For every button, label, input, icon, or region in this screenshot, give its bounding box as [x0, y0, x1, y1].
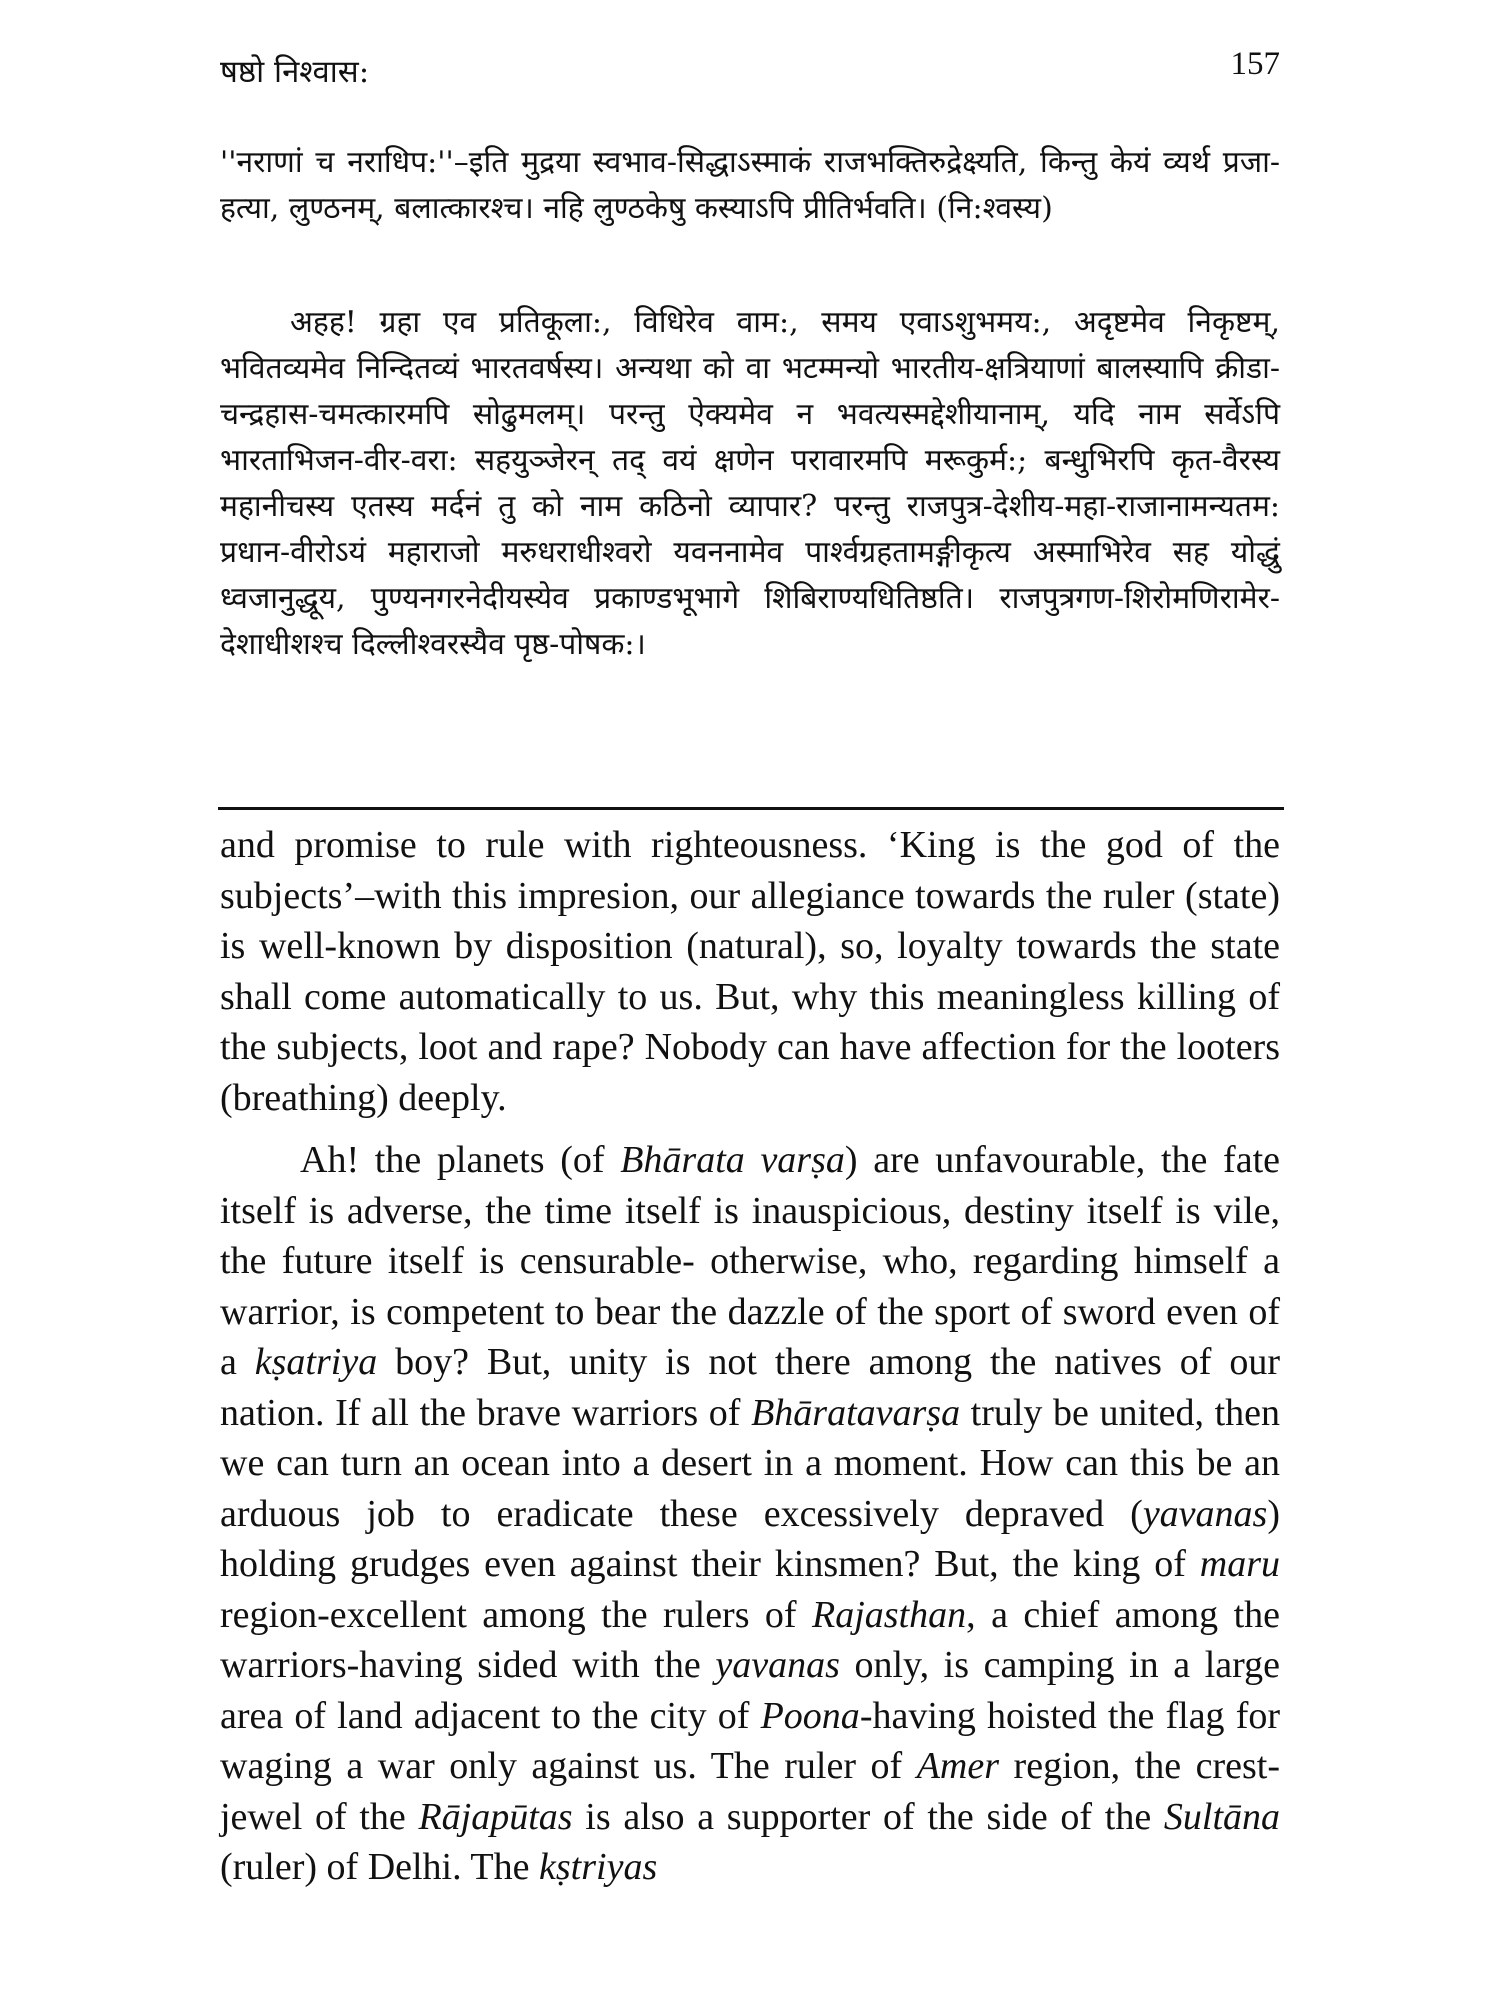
- italic-term: Rajasthan: [812, 1593, 967, 1636]
- text-run: region, the crest-jewel of the: [220, 1745, 1280, 1838]
- text-run: ) holding grudges even against their kinsmen? But, the king of: [220, 1492, 1280, 1585]
- text-run: ) are unfavourable, the fate itself is adverse, the time itself is inauspicious, destiny itself is vile, the future itself is censurable- otherwise, who, regarding himself a warrior, is competent to bear the dazzle of the sport of sword even of a: [220, 1139, 1281, 1383]
- english-paragraph-1: and promise to rule with righteousness. ‘King is the god of the subjects’–with this impresion, our allegiance towards the ruler (state) is well-known by disposition (natural), so, loyalty towards the state shall come automatically to us. But, why this meaningless killing of the subjects, loot and rape? Nobody can have affection for the looters (breathing) deeply.: [220, 824, 1280, 1119]
- text-run: is also a supporter of the side of the: [572, 1795, 1164, 1838]
- text-run: truly be united, then we can turn an ocean into a desert in a moment. How can this be an arduous job to eradicate these excessively depraved (: [220, 1391, 1281, 1535]
- text-run: -having hoisted the flag for waging a war only against us. The ruler of: [220, 1694, 1280, 1787]
- text-run: region-excellent among the rulers of: [220, 1593, 813, 1636]
- italic-term: yavanas: [715, 1644, 840, 1686]
- italic-term: Sultāna: [1163, 1795, 1281, 1838]
- sanskrit-paragraph-2: अहह! ग्रहा एव प्रतिकूला:, विधिरेव वाम:, समय एवाऽशुभमय:, अदृष्टमेव निकृष्टम्, भवितव्यमेव निन्दितव्यं भारतवर्षस्य। अन्यथा को वा भटम्मन्यो भारतीय-क्षत्रियाणां बालस्यापि क्रीडा-चन्द्रहास-चमत्कारमपि सोढुमलम्। परन्तु ऐक्यमेव न भवत्यस्मद्देशीयानाम्, यदि नाम सर्वेऽपि भारताभिजन-वीर-वरा: सहयुञ्जेरन् तद् वयं क्षणेन परावारमपि मरूकुर्म:; बन्धुभिरपि कृत-वैरस्य महानीचस्य एतस्य मर्दनं तु को नाम कठिनो व्यापार? परन्तु राजपुत्र-देशीय-महा-राजानामन्यतम: प्रधान-वीरोऽयं महाराजो मरुधराधीश्वरो यवननामेव पार्श्वग्रहतामङ्गीकृत्य अस्माभिरेव सह योद्धुं ध्वजानुद्धूय, पुण्यनगरनेदीयस्येव प्रकाण्डभूभागे शिबिराण्यधितिष्ठति। राजपुत्रगण-शिरोमणिरामेर-देशाधीशश्च दिल्लीश्वरस्यैव पृष्ठ-पोषक:।: [220, 305, 1280, 662]
- italic-term: Rājapūtas: [418, 1795, 573, 1838]
- text-run: Ah! the planets (of: [300, 1139, 621, 1181]
- text-run: (ruler) of Delhi. The: [220, 1846, 540, 1888]
- italic-term: kṣatriya: [254, 1341, 378, 1383]
- running-head: षष्ठो निश्वास:: [220, 54, 370, 90]
- italic-term: maru: [1199, 1543, 1280, 1585]
- page-number: 157: [1230, 46, 1280, 82]
- divider-rule: [218, 807, 1284, 810]
- sanskrit-paragraph-1: ''नराणां च नराधिप:''–इति मुद्रया स्वभाव-सिद्धाऽस्माकं राजभक्तिरुद्रेक्ष्यति, किन्तु केयं व्यर्थ प्रजा-हत्या, लुण्ठनम्, बलात्कारश्च। नहि लुण्ठकेषु कस्याऽपि प्रीतिर्भवति। (नि:श्वस्य): [220, 145, 1280, 226]
- italic-term: Bhārata varṣa: [620, 1139, 845, 1181]
- italic-term: Bhāratavarṣa: [751, 1391, 961, 1434]
- text-run: boy? But, unity is not there among the natives of our nation. If all the brave warriors of: [220, 1341, 1280, 1434]
- page-header: [220, 46, 1280, 96]
- italic-term: kṣtriyas: [539, 1846, 658, 1888]
- text-run: , a chief among the warriors-having sided with the: [220, 1593, 1280, 1686]
- italic-term: Amer: [916, 1745, 1000, 1787]
- italic-term: Poona: [760, 1694, 860, 1737]
- english-paragraph-2: [220, 1135, 1280, 1975]
- italic-term: yavanas: [1142, 1492, 1268, 1535]
- text-run: only, is camping in a large area of land adjacent to the city of: [220, 1644, 1281, 1737]
